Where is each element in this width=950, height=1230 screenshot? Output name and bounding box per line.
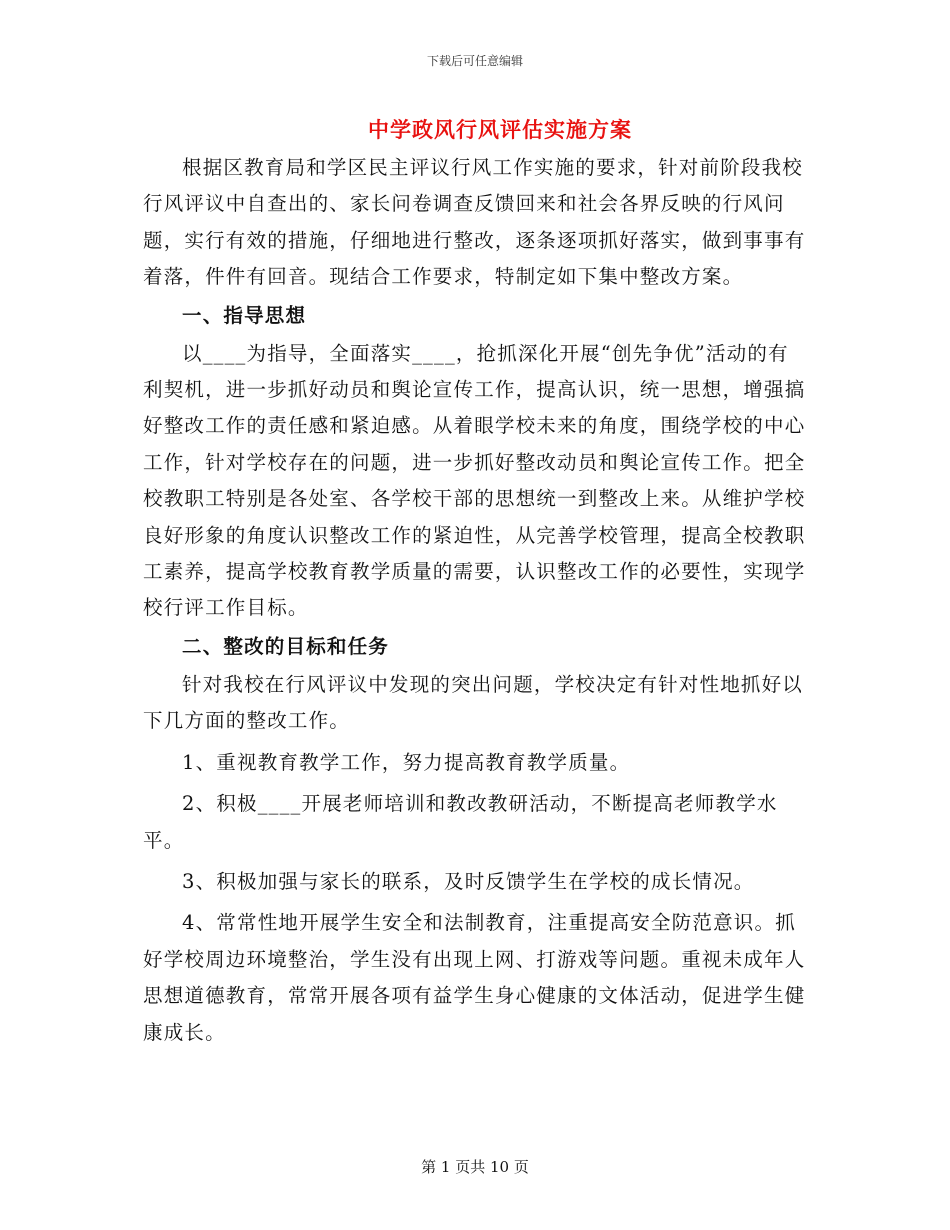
section-heading-guiding-ideology: 一、指导思想 bbox=[182, 303, 307, 327]
header-note: 下载后可任意编辑 bbox=[426, 54, 523, 68]
document-title: 中学政风行风评估实施方案 bbox=[368, 117, 632, 142]
goals-tasks-paragraph: 针对我校在行风评议中发现的突出问题，学校决定有针对性地抓好以下几方面的整改工作。 bbox=[143, 672, 804, 733]
section-heading-goals-tasks: 二、整改的目标和任务 bbox=[182, 634, 390, 658]
document-body bbox=[143, 150, 808, 1051]
task-item: 4、常常性地开展学生安全和法制教育，注重提高安全防范意识。抓好学校周边环境整治，学生没有出现上网、打游戏等问题。重视未成年人思想道德教育，常常开展各项有益学生身心健康的文体活动，促进学生健康成长。 bbox=[143, 911, 806, 1044]
intro-paragraph: 根据区教育局和学区民主评议行风工作实施的要求，针对前阶段我校行风评议中自查出的、家长问卷调查反馈回来和社会各界反映的行风问题，实行有效的措施，仔细地进行整改，逐条逐项抓好落实，做到事事有着落，件件有回音。现结合工作要求，特制定如下集中整改方案。 bbox=[143, 156, 806, 289]
guiding-ideology-paragraph: 以____为指导，全面落实____，抢抓深化开展“创先争优”活动的有利契机，进一步抓好动员和舆论宣传工作，提高认识，统一思想，增强搞好整改工作的责任感和紧迫感。从着眼学校未来的角度，围绕学校的中心工作，针对学校存在的问题，进一步抓好整改动员和舆论宣传工作。把全校教职工特别是各处室、各学校干部的思想统一到整改上来。从维护学校良好形象的角度认识整改工作的紧迫性，从完善学校管理，提高全校教职工素养，提高学校教育教学质量的需要，认识整改工作的必要性，实现学校行评工作目标。 bbox=[143, 341, 806, 620]
page-number-footer: 第 1 页共 10 页 bbox=[421, 1158, 529, 1176]
task-item: 2、积极____开展老师培训和教改教研活动，不断提高老师教学水平。 bbox=[143, 792, 778, 852]
task-item: 1、重视教育教学工作，努力提高教育教学质量。 bbox=[182, 750, 631, 774]
task-item: 3、积极加强与家长的联系，及时反馈学生在学校的成长情况。 bbox=[182, 869, 755, 893]
